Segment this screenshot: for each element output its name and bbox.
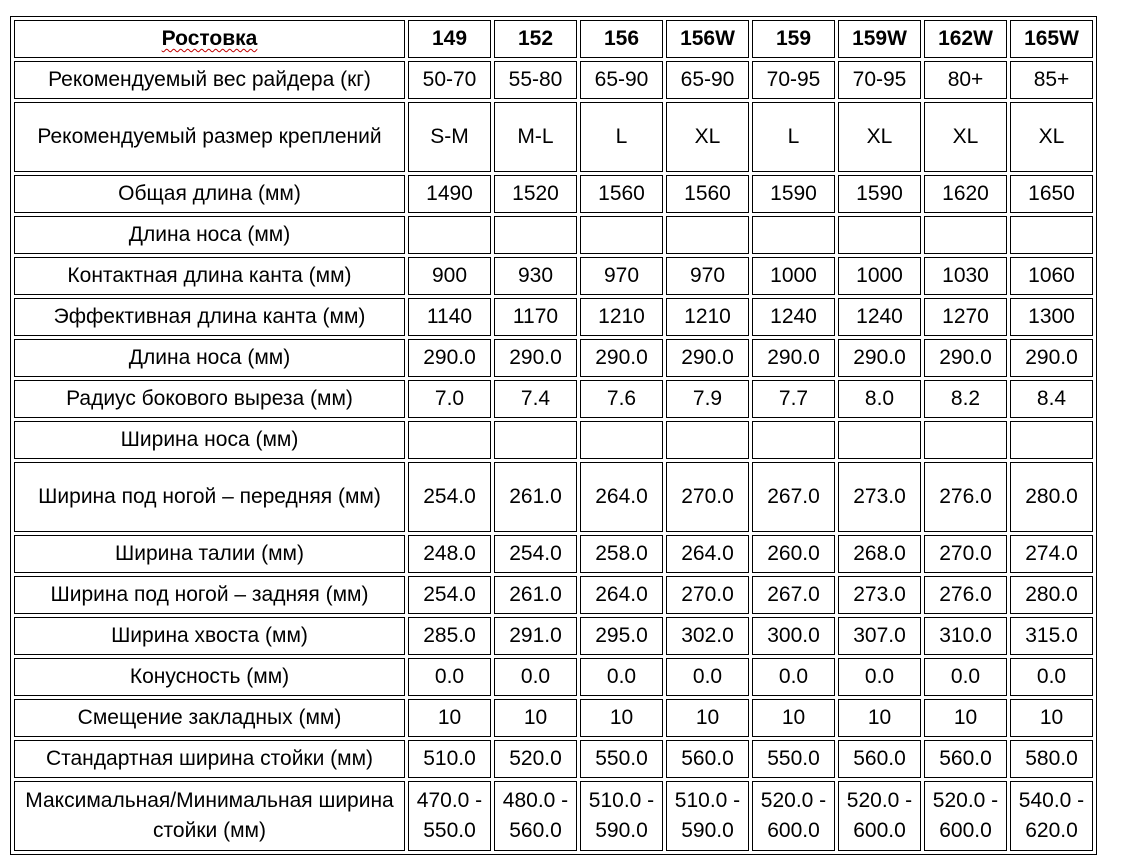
value-cell: 50-70 xyxy=(408,61,491,99)
value-cell: 1590 xyxy=(752,175,835,213)
table-row xyxy=(14,102,1093,172)
table-row xyxy=(14,175,1093,213)
value-cell xyxy=(580,216,663,254)
value-cell: S-M xyxy=(408,102,491,172)
value-cell: 290.0 xyxy=(408,339,491,377)
value-cell xyxy=(666,421,749,459)
table-row xyxy=(14,257,1093,295)
value-cell xyxy=(1010,421,1093,459)
value-cell: 900 xyxy=(408,257,491,295)
value-cell: 0.0 xyxy=(580,658,663,696)
table-row xyxy=(14,535,1093,573)
header-size-cell: 152 xyxy=(494,20,577,58)
snowboard-size-table xyxy=(10,16,1097,855)
value-cell: 510.0 - 590.0 xyxy=(580,781,663,851)
row-label-cell: Смещение закладных (мм) xyxy=(14,699,405,737)
value-cell: 470.0 - 550.0 xyxy=(408,781,491,851)
value-cell: XL xyxy=(666,102,749,172)
row-label-cell: Максимальная/Минимальная ширина стойки (мм) xyxy=(14,781,405,851)
table-row xyxy=(14,339,1093,377)
value-cell: 264.0 xyxy=(666,535,749,573)
value-cell: XL xyxy=(924,102,1007,172)
value-cell: 10 xyxy=(580,699,663,737)
value-cell: 10 xyxy=(752,699,835,737)
value-cell: 520.0 - 600.0 xyxy=(752,781,835,851)
value-cell: 1560 xyxy=(580,175,663,213)
value-cell: 261.0 xyxy=(494,576,577,614)
value-cell: 270.0 xyxy=(666,462,749,532)
value-cell: 258.0 xyxy=(580,535,663,573)
row-label-cell: Ширина под ногой – передняя (мм) xyxy=(14,462,405,532)
value-cell: 307.0 xyxy=(838,617,921,655)
header-size-cell: 149 xyxy=(408,20,491,58)
value-cell: 276.0 xyxy=(924,576,1007,614)
value-cell: 1560 xyxy=(666,175,749,213)
value-cell: 290.0 xyxy=(494,339,577,377)
value-cell xyxy=(494,216,577,254)
table-row xyxy=(14,462,1093,532)
value-cell: 1300 xyxy=(1010,298,1093,336)
value-cell: 0.0 xyxy=(408,658,491,696)
value-cell: 0.0 xyxy=(1010,658,1093,696)
value-cell: 510.0 xyxy=(408,740,491,778)
value-cell: 540.0 - 620.0 xyxy=(1010,781,1093,851)
value-cell: 8.0 xyxy=(838,380,921,418)
value-cell: 55-80 xyxy=(494,61,577,99)
value-cell xyxy=(494,421,577,459)
value-cell: 580.0 xyxy=(1010,740,1093,778)
value-cell: 1140 xyxy=(408,298,491,336)
header-size-cell: 156 xyxy=(580,20,663,58)
table-row xyxy=(14,421,1093,459)
value-cell: 310.0 xyxy=(924,617,1007,655)
table-row xyxy=(14,658,1093,696)
value-cell: 560.0 xyxy=(924,740,1007,778)
table-row xyxy=(14,216,1093,254)
value-cell: 254.0 xyxy=(494,535,577,573)
value-cell: 7.4 xyxy=(494,380,577,418)
value-cell xyxy=(924,421,1007,459)
table-row xyxy=(14,576,1093,614)
value-cell: 274.0 xyxy=(1010,535,1093,573)
value-cell: 290.0 xyxy=(838,339,921,377)
value-cell: 267.0 xyxy=(752,462,835,532)
value-cell: 1520 xyxy=(494,175,577,213)
value-cell: 1210 xyxy=(666,298,749,336)
value-cell: 70-95 xyxy=(752,61,835,99)
value-cell: 260.0 xyxy=(752,535,835,573)
table-row xyxy=(14,61,1093,99)
value-cell: L xyxy=(752,102,835,172)
value-cell: 70-95 xyxy=(838,61,921,99)
value-cell: 7.6 xyxy=(580,380,663,418)
value-cell: 1210 xyxy=(580,298,663,336)
row-label-cell: Рекомендуемый вес райдера (кг) xyxy=(14,61,405,99)
header-size-cell: 156W xyxy=(666,20,749,58)
header-size-cell: 159W xyxy=(838,20,921,58)
value-cell: 290.0 xyxy=(580,339,663,377)
row-label-cell: Длина носа (мм) xyxy=(14,216,405,254)
row-label-cell: Общая длина (мм) xyxy=(14,175,405,213)
value-cell: 0.0 xyxy=(494,658,577,696)
table-row xyxy=(14,781,1093,851)
value-cell: XL xyxy=(838,102,921,172)
value-cell: 560.0 xyxy=(666,740,749,778)
value-cell: 267.0 xyxy=(752,576,835,614)
row-label-cell: Радиус бокового выреза (мм) xyxy=(14,380,405,418)
value-cell: 261.0 xyxy=(494,462,577,532)
header-size-cell: 165W xyxy=(1010,20,1093,58)
value-cell: 520.0 xyxy=(494,740,577,778)
value-cell: 1270 xyxy=(924,298,1007,336)
header-size-cell: 159 xyxy=(752,20,835,58)
value-cell: 550.0 xyxy=(752,740,835,778)
value-cell xyxy=(666,216,749,254)
value-cell: L xyxy=(580,102,663,172)
value-cell: 1060 xyxy=(1010,257,1093,295)
value-cell: 10 xyxy=(1010,699,1093,737)
value-cell: 1030 xyxy=(924,257,1007,295)
value-cell: 0.0 xyxy=(666,658,749,696)
row-label-cell: Ширина под ногой – задняя (мм) xyxy=(14,576,405,614)
value-cell: 520.0 - 600.0 xyxy=(924,781,1007,851)
value-cell: 480.0 - 560.0 xyxy=(494,781,577,851)
value-cell: 254.0 xyxy=(408,576,491,614)
value-cell xyxy=(408,421,491,459)
value-cell xyxy=(838,421,921,459)
value-cell: 930 xyxy=(494,257,577,295)
value-cell xyxy=(752,421,835,459)
row-label-cell: Ширина хвоста (мм) xyxy=(14,617,405,655)
value-cell: 10 xyxy=(666,699,749,737)
value-cell: 970 xyxy=(580,257,663,295)
value-cell: 10 xyxy=(838,699,921,737)
value-cell: 10 xyxy=(408,699,491,737)
value-cell: 10 xyxy=(924,699,1007,737)
value-cell: 302.0 xyxy=(666,617,749,655)
value-cell: 254.0 xyxy=(408,462,491,532)
value-cell: 0.0 xyxy=(752,658,835,696)
value-cell: 285.0 xyxy=(408,617,491,655)
value-cell: 270.0 xyxy=(924,535,1007,573)
value-cell: 1000 xyxy=(838,257,921,295)
row-label-cell: Ширина носа (мм) xyxy=(14,421,405,459)
header-row xyxy=(14,20,1093,58)
value-cell: 7.9 xyxy=(666,380,749,418)
value-cell: 1240 xyxy=(752,298,835,336)
value-cell: 1590 xyxy=(838,175,921,213)
value-cell: 1170 xyxy=(494,298,577,336)
value-cell xyxy=(1010,216,1093,254)
value-cell: 7.7 xyxy=(752,380,835,418)
row-label-cell: Конусность (мм) xyxy=(14,658,405,696)
value-cell: 520.0 - 600.0 xyxy=(838,781,921,851)
value-cell: 1650 xyxy=(1010,175,1093,213)
row-label-cell: Эффективная длина канта (мм) xyxy=(14,298,405,336)
value-cell: 270.0 xyxy=(666,576,749,614)
value-cell: 0.0 xyxy=(838,658,921,696)
value-cell: 268.0 xyxy=(838,535,921,573)
value-cell: 291.0 xyxy=(494,617,577,655)
table-row xyxy=(14,298,1093,336)
value-cell xyxy=(752,216,835,254)
value-cell: 248.0 xyxy=(408,535,491,573)
value-cell: 10 xyxy=(494,699,577,737)
value-cell: 264.0 xyxy=(580,576,663,614)
table-row xyxy=(14,740,1093,778)
value-cell: 290.0 xyxy=(1010,339,1093,377)
row-label-cell: Контактная длина канта (мм) xyxy=(14,257,405,295)
row-label-cell: Стандартная ширина стойки (мм) xyxy=(14,740,405,778)
value-cell: 300.0 xyxy=(752,617,835,655)
value-cell xyxy=(408,216,491,254)
table-row xyxy=(14,617,1093,655)
value-cell xyxy=(838,216,921,254)
value-cell: 295.0 xyxy=(580,617,663,655)
value-cell: 550.0 xyxy=(580,740,663,778)
value-cell: 0.0 xyxy=(924,658,1007,696)
value-cell xyxy=(580,421,663,459)
value-cell: 970 xyxy=(666,257,749,295)
value-cell: XL xyxy=(1010,102,1093,172)
value-cell: 1000 xyxy=(752,257,835,295)
header-label: Ростовка xyxy=(161,27,258,50)
value-cell: 1240 xyxy=(838,298,921,336)
value-cell: 273.0 xyxy=(838,462,921,532)
value-cell: 85+ xyxy=(1010,61,1093,99)
value-cell: 276.0 xyxy=(924,462,1007,532)
table-row xyxy=(14,699,1093,737)
value-cell: 290.0 xyxy=(752,339,835,377)
value-cell xyxy=(924,216,1007,254)
row-label-cell: Рекомендуемый размер креплений xyxy=(14,102,405,172)
value-cell: 290.0 xyxy=(666,339,749,377)
value-cell: 8.4 xyxy=(1010,380,1093,418)
value-cell: 264.0 xyxy=(580,462,663,532)
value-cell: 280.0 xyxy=(1010,576,1093,614)
value-cell: 65-90 xyxy=(580,61,663,99)
row-label-cell: Длина носа (мм) xyxy=(14,339,405,377)
spec-table-wrapper xyxy=(10,16,1097,855)
value-cell: 273.0 xyxy=(838,576,921,614)
value-cell: 315.0 xyxy=(1010,617,1093,655)
value-cell: 1620 xyxy=(924,175,1007,213)
value-cell: 510.0 - 590.0 xyxy=(666,781,749,851)
value-cell: 560.0 xyxy=(838,740,921,778)
value-cell: 1490 xyxy=(408,175,491,213)
value-cell: M-L xyxy=(494,102,577,172)
header-size-cell: 162W xyxy=(924,20,1007,58)
table-row xyxy=(14,380,1093,418)
value-cell: 65-90 xyxy=(666,61,749,99)
value-cell: 290.0 xyxy=(924,339,1007,377)
row-label-cell: Ширина талии (мм) xyxy=(14,535,405,573)
value-cell: 80+ xyxy=(924,61,1007,99)
value-cell: 7.0 xyxy=(408,380,491,418)
value-cell: 8.2 xyxy=(924,380,1007,418)
header-label-cell xyxy=(14,20,405,58)
value-cell: 280.0 xyxy=(1010,462,1093,532)
